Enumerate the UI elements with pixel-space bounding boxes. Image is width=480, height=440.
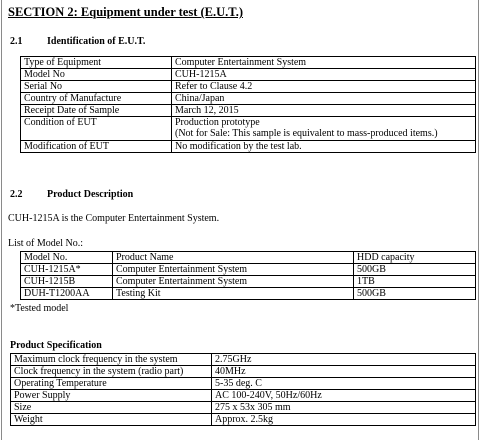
identification-value: March 12, 2015 <box>172 105 476 117</box>
identification-label: Country of Manufacture <box>21 93 172 105</box>
specification-heading: Product Specification <box>10 340 102 351</box>
table-row <box>21 105 476 117</box>
table-row <box>21 69 476 81</box>
table-row <box>11 390 476 402</box>
spec-label: Power Supply <box>11 390 212 402</box>
spec-value: 275 x 53x 305 mm <box>212 402 476 414</box>
identification-value-multiline <box>172 117 476 141</box>
model-number: CUH-1215A* <box>21 264 113 276</box>
model-number: DUH-T1200AA <box>21 288 113 300</box>
identification-value: Refer to Clause 4.2 <box>172 81 476 93</box>
model-footnote: *Tested model <box>10 303 69 314</box>
description-text: CUH-1215A is the Computer Entertainment System. <box>8 213 220 224</box>
table-row <box>11 414 476 426</box>
section-title: SECTION 2: Equipment under test (E.U.T.) <box>8 5 243 19</box>
identification-value: Computer Entertainment System <box>172 57 476 69</box>
spec-value: 2.75GHz <box>212 354 476 366</box>
column-header: Model No. <box>21 252 113 264</box>
spec-value: 5-35 deg. C <box>212 378 476 390</box>
identification-heading: Identification of E.U.T. <box>47 36 146 47</box>
page-border-right <box>478 0 479 440</box>
spec-value: AC 100-240V, 50Hz/60Hz <box>212 390 476 402</box>
table-row <box>21 93 476 105</box>
identification-value: No modification by the test lab. <box>172 141 476 153</box>
spec-label: Weight <box>11 414 212 426</box>
condition-line-2: (Not for Sale: This sample is equivalent to mass-produced items.) <box>175 128 438 139</box>
identification-value: China/Japan <box>172 93 476 105</box>
identification-value: CUH-1215A <box>172 69 476 81</box>
column-header: Product Name <box>113 252 354 264</box>
table-header-row <box>21 252 476 264</box>
table-row <box>21 81 476 93</box>
table-row <box>21 117 476 141</box>
identification-label: Modification of EUT <box>21 141 172 153</box>
table-row <box>11 402 476 414</box>
table-row <box>21 57 476 69</box>
hdd-capacity: 500GB <box>354 264 476 276</box>
model-list-caption: List of Model No.: <box>8 238 83 249</box>
spec-value: 40MHz <box>212 366 476 378</box>
table-row <box>11 378 476 390</box>
column-header: HDD capacity <box>354 252 476 264</box>
table-row <box>11 354 476 366</box>
identification-label: Serial No <box>21 81 172 93</box>
model-table <box>20 251 476 300</box>
identification-label: Receipt Date of Sample <box>21 105 172 117</box>
spec-label: Clock frequency in the system (radio part) <box>11 366 212 378</box>
product-name: Computer Entertainment System <box>113 264 354 276</box>
identification-label: Model No <box>21 69 172 81</box>
table-row <box>21 288 476 300</box>
description-number: 2.2 <box>10 189 23 200</box>
spec-label: Maximum clock frequency in the system <box>11 354 212 366</box>
hdd-capacity: 500GB <box>354 288 476 300</box>
condition-line-1: Production prototype <box>175 117 260 128</box>
table-row <box>21 276 476 288</box>
table-row <box>21 141 476 153</box>
table-row <box>11 366 476 378</box>
product-name: Computer Entertainment System <box>113 276 354 288</box>
identification-label: Type of Equipment <box>21 57 172 69</box>
identification-number: 2.1 <box>10 36 23 47</box>
model-number: CUH-1215B <box>21 276 113 288</box>
identification-table <box>20 56 476 153</box>
specification-table <box>10 353 476 426</box>
hdd-capacity: 1TB <box>354 276 476 288</box>
product-name: Testing Kit <box>113 288 354 300</box>
spec-value: Approx. 2.5kg <box>212 414 476 426</box>
description-heading: Product Description <box>47 189 134 200</box>
spec-label: Size <box>11 402 212 414</box>
spec-label: Operating Temperature <box>11 378 212 390</box>
identification-label: Condition of EUT <box>21 117 172 141</box>
table-row <box>21 264 476 276</box>
page-border-left <box>1 0 2 440</box>
